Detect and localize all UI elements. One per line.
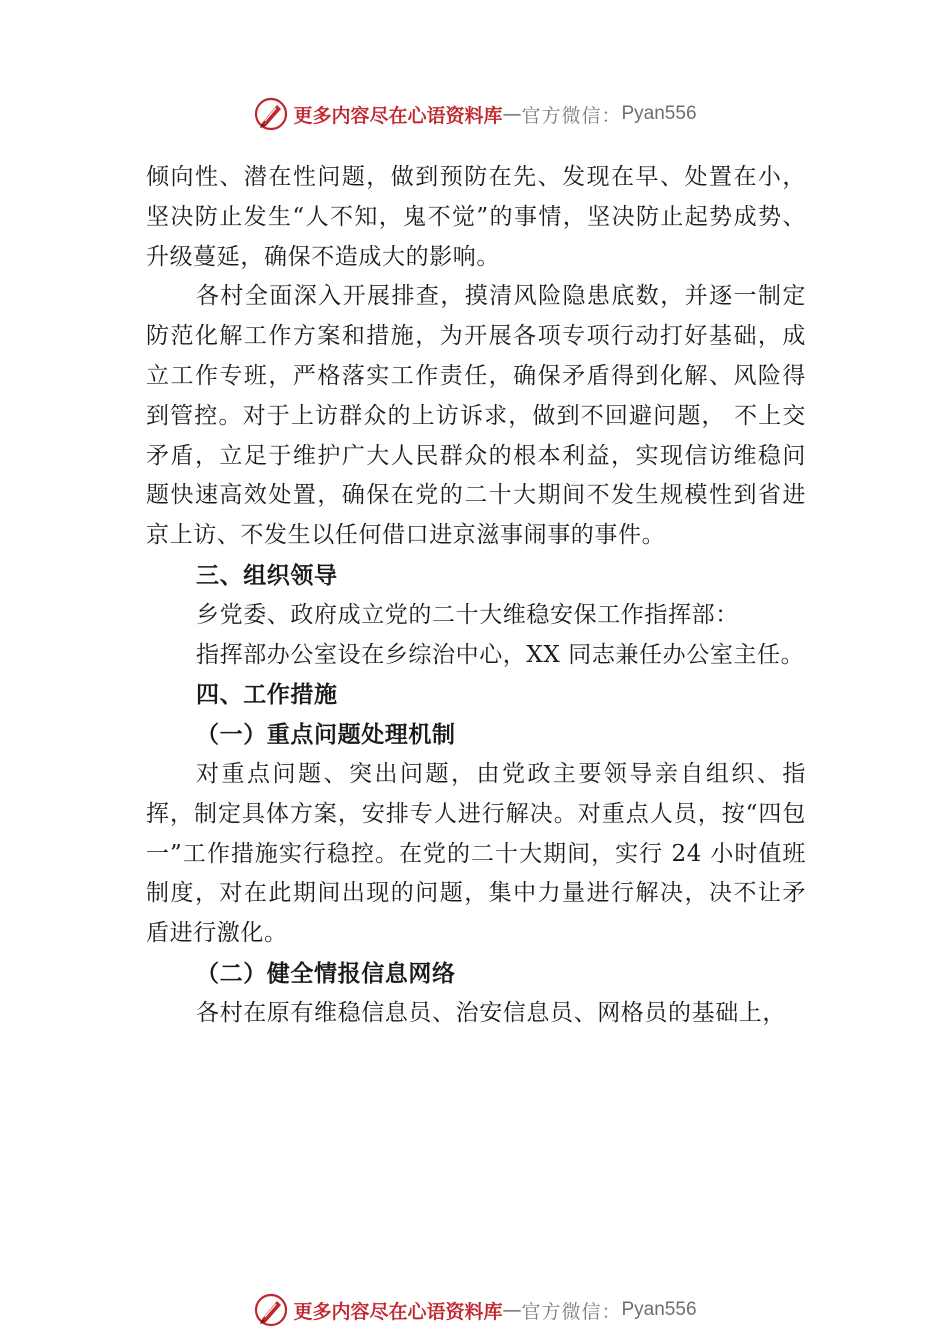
paragraph-5: 对重点问题、突出问题，由党政主要领导亲自组织、指挥，制定具体方案，安排专人进行解决。对重点人员，按“四包一”工作措施实行稳控。在党的二十大期间，实行 24 小时值班制度，对在此期间出现的问题，集中力量进行解决，决不让矛盾进行激化。	[146, 760, 806, 947]
paragraph-2: 各村全面深入开展排查，摸清风险隐患底数，并逐一制定防范化解工作方案和措施，为开展各项专项行动打好基础，成立工作专班，严格落实工作责任，确保矛盾得到化解、风险得到管控。对于上访群众的上访诉求，做到不回避问题， 不上交矛盾，立足于维护广大人民群众的根本利益，实现信访维稳问题快速高效处置，确保在党的二十大期间不发生规模性到省进京上访、不发生以任何借口进京滋事闹事的事件。	[146, 283, 806, 549]
footer-brand-text: 更多内容尽在心语资料库	[293, 1300, 503, 1323]
subheading-key-issues: （一）重点问题处理机制	[196, 721, 456, 749]
header-brand-text: 更多内容尽在心语资料库	[293, 104, 503, 127]
paragraph-3: 乡党委、政府成立党的二十大维稳安保工作指挥部：	[196, 601, 739, 628]
paragraph-4: 指挥部办公室设在乡综治中心，XX 同志兼任办公室主任。	[196, 641, 805, 668]
document-body	[146, 158, 806, 1034]
paragraph-6: 各村在原有维稳信息员、治安信息员、网格员的基础上，	[196, 999, 786, 1026]
footer-banner	[0, 1288, 950, 1332]
header-separator: —	[502, 103, 522, 125]
pen-logo-icon	[253, 96, 289, 132]
footer-wechat-label: 官方微信：	[521, 1300, 622, 1323]
footer-separator: —	[502, 1299, 522, 1321]
pen-logo-icon	[253, 1292, 289, 1328]
header-wechat-id: Pyan556	[621, 103, 697, 124]
subheading-info-network: （二）健全情报信息网络	[196, 959, 456, 987]
header-wechat-label: 官方微信：	[521, 104, 622, 127]
footer-wechat-id: Pyan556	[621, 1299, 697, 1320]
section-heading-organization: 三、组织领导	[196, 561, 338, 589]
paragraph-1: 倾向性、潜在性问题，做到预防在先、发现在早、处置在小，坚决防止发生“人不知，鬼不觉”的事情，坚决防止起势成势、 升级蔓延，确保不造成大的影响。	[146, 164, 806, 270]
header-banner	[0, 92, 950, 136]
section-heading-measures: 四、工作措施	[196, 681, 338, 709]
